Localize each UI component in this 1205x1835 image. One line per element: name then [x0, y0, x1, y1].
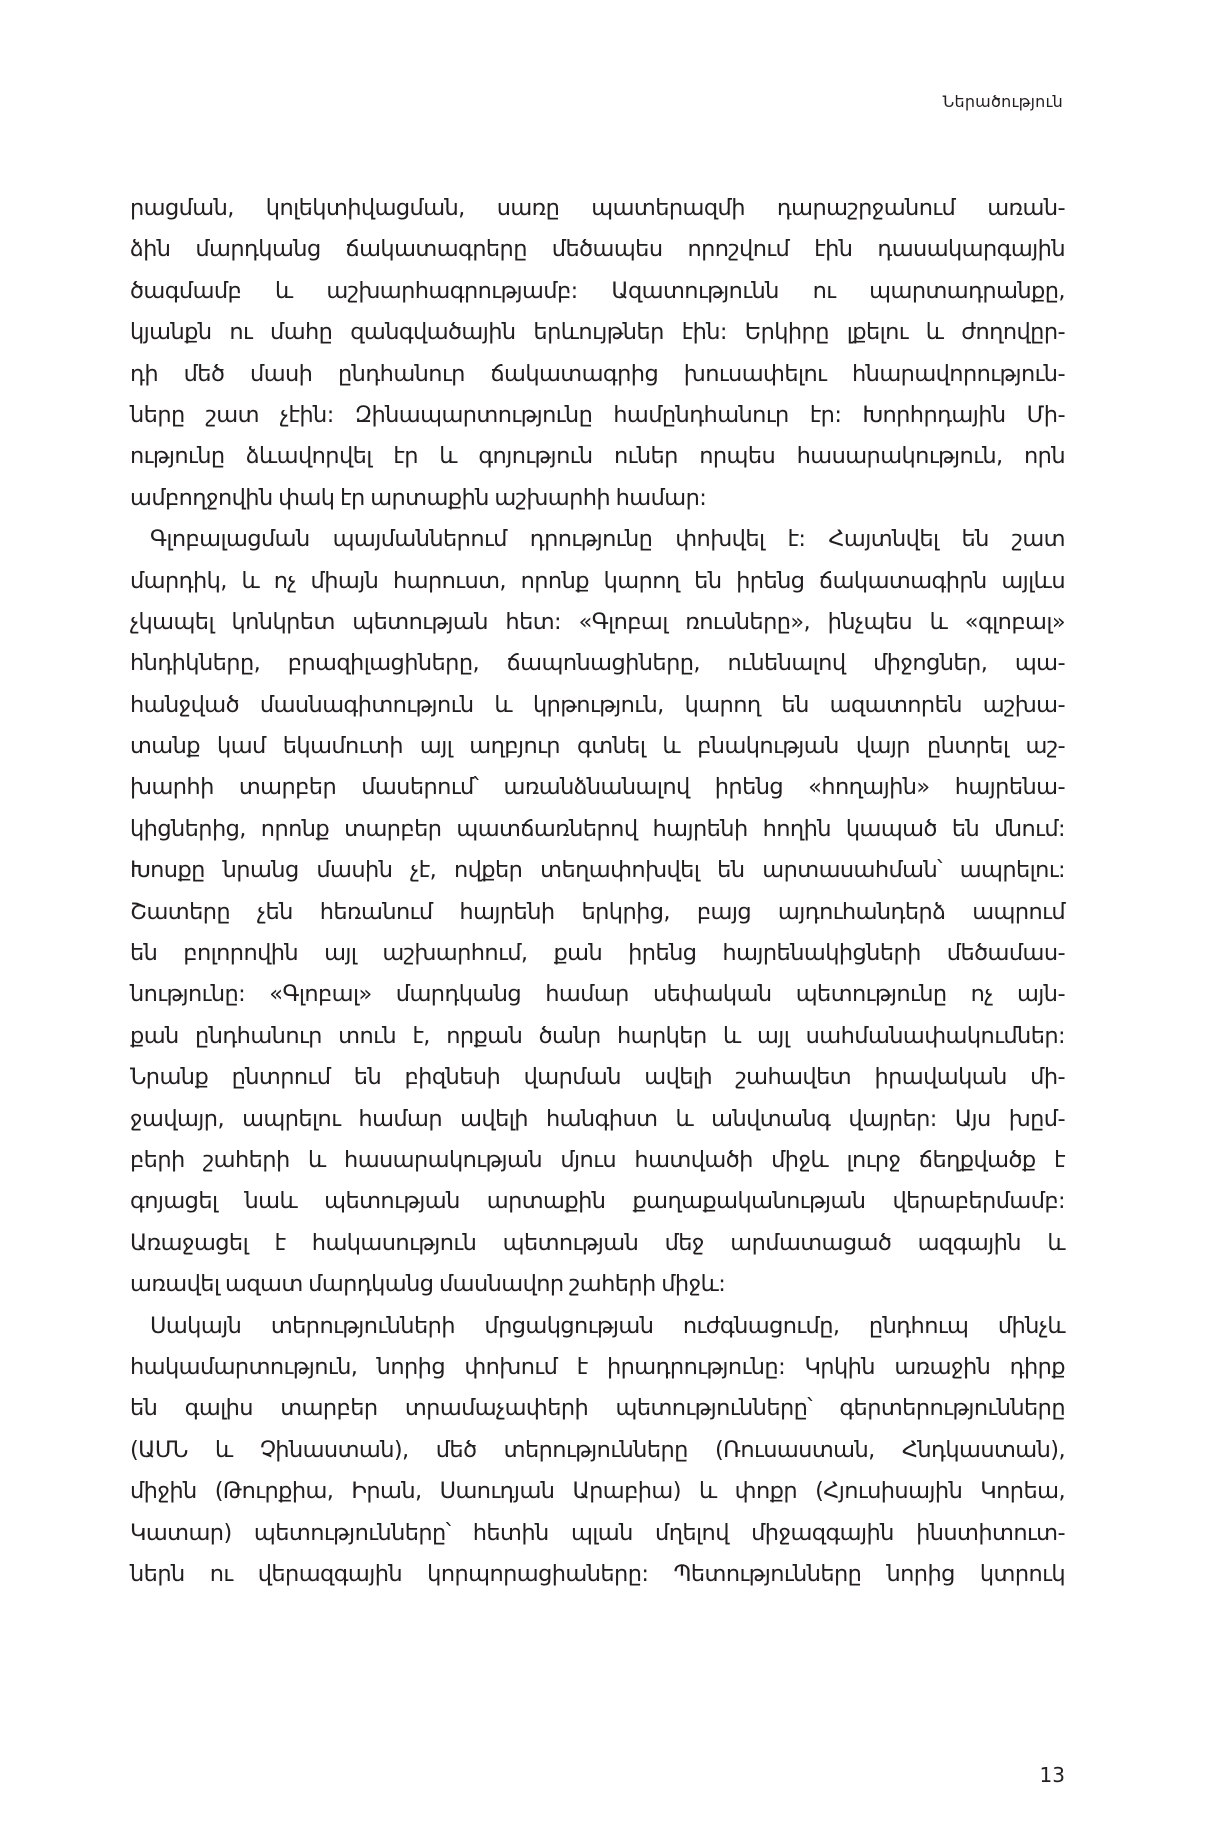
text-line: Նրանք ընտրում են բիզնեսի վարման ավելի շահավետ իրավական մի- [130, 1064, 1065, 1091]
text-line: մարդիկ, և ոչ միայն հարուստ, որոնք կարող են իրենց ճակատագիրն այլևս [130, 567, 1065, 594]
text-line: Առաջացել է հակասություն պետության մեջ արմատացած ազգային և [130, 1229, 1065, 1256]
text-line: հնդիկները, բրազիլացիները, ճապոնացիները, ունենալով միջոցներ, պա- [130, 650, 1065, 677]
text-line: ջավայր, ապրելու համար ավելի հանգիստ և անվտանգ վայրեր: Այս խըմ- [130, 1105, 1065, 1132]
text-line: ությունը ձևավորվել էր և գոյություն ուներ որպես հասարակություն, որն [130, 443, 1065, 470]
text-line: հակամարտություն, նորից փոխում է իրադրությունը: Կրկին առաջին դիրք [130, 1353, 1065, 1380]
text-line: ները շատ չէին: Զինապարտությունը համընդհանուր էր: Խորհրդային Մի- [130, 401, 1065, 428]
text-line: Կատար) պետությունները՝ հետին պլան մղելով միջազգային ինստիտուտ- [130, 1519, 1065, 1546]
text-line: կիցներից, որոնք տարբեր պատճառներով հայրենի հողին կապած են մնում: [130, 815, 1065, 842]
text-line: (ԱՄՆ և Չինաստան), մեծ տերությունները (Ռուսաստան, Հնդկաստան), [130, 1436, 1065, 1463]
text-line: Սակայն տերությունների մրցակցության ուժգնացումը, ընդհուպ մինչև [150, 1312, 1065, 1339]
text-line: Խոսքը նրանց մասին չէ, ովքեր տեղափոխվել են արտասահման՝ ապրելու: [130, 857, 1065, 884]
text-line: րացման, կոլեկտիվացման, սառը պատերազմի դարաշրջանում առան- [130, 195, 1065, 221]
text-line: հանջված մասնագիտություն և կրթություն, կարող են ազատորեն աշխա- [130, 691, 1065, 718]
text-line: Շատերը չեն հեռանում հայրենի երկրից, բայց այդուհանդերձ ապրում [130, 898, 1065, 925]
text-line: ծագմամբ և աշխարհագրությամբ: Ազատությունն ու պարտադրանքը, [130, 277, 1065, 304]
text-line: նությունը: «Գլոբալ» մարդկանց համար սեփական պետությունը ոչ այն- [130, 981, 1065, 1008]
running-head: Ներածություն [942, 92, 1063, 111]
text-line: ամբողջովին փակ էր արտաքին աշխարհի համար: [130, 484, 707, 511]
text-line: ձին մարդկանց ճակատագրերը մեծապես որոշվում էին դասակարգային [130, 236, 1065, 263]
text-line: Գլոբալացման պայմաններում դրությունը փոխվել է: Հայտնվել են շատ [150, 526, 1065, 553]
text-line: են բոլորովին այլ աշխարհում, քան իրենց հայրենակիցների մեծամաս- [130, 940, 1065, 967]
text-line: տանք կամ եկամուտի այլ աղբյուր գտնել և բնակության վայր ընտրել աշ- [130, 733, 1065, 760]
text-line: կյանքն ու մահը զանգվածային երևույթներ էին: Երկիրը լքելու և ժողովըր- [130, 319, 1065, 346]
text-line: քան ընդհանուր տուն է, որքան ծանր հարկեր և այլ սահմանափակումներ: [130, 1022, 1065, 1049]
text-line: խարհի տարբեր մասերում՝ առանձնանալով իրենց «հողային» հայրենա- [130, 774, 1065, 801]
text-line: դի մեծ մասի ընդհանուր ճակատագրից խուսափելու հնարավորություն- [130, 360, 1065, 387]
text-line: են գալիս տարբեր տրամաչափերի պետությունները՝ գերտերությունները [130, 1395, 1065, 1422]
text-line: միջին (Թուրքիա, Իրան, Սաուդյան Արաբիա) և փոքր (Հյուսիսային Կորեա, [130, 1478, 1065, 1505]
text-line: առավել ազատ մարդկանց մասնավոր շահերի միջև: [130, 1271, 726, 1298]
text-line: չկապել կոնկրետ պետության հետ: «Գլոբալ ռուսները», ինչպես և «գլոբալ» [130, 608, 1065, 635]
text-line: գոյացել նաև պետության արտաքին քաղաքականության վերաբերմամբ: [130, 1188, 1065, 1215]
text-line: բերի շահերի և հասարակության մյուս հատվածի միջև լուրջ ճեղքվածք է [130, 1146, 1065, 1173]
body-text [130, 188, 1065, 1595]
text-line: ներն ու վերազգային կորպորացիաները: Պետությունները նորից կտրուկ [130, 1560, 1065, 1587]
page-number: 13 [1039, 1763, 1065, 1787]
